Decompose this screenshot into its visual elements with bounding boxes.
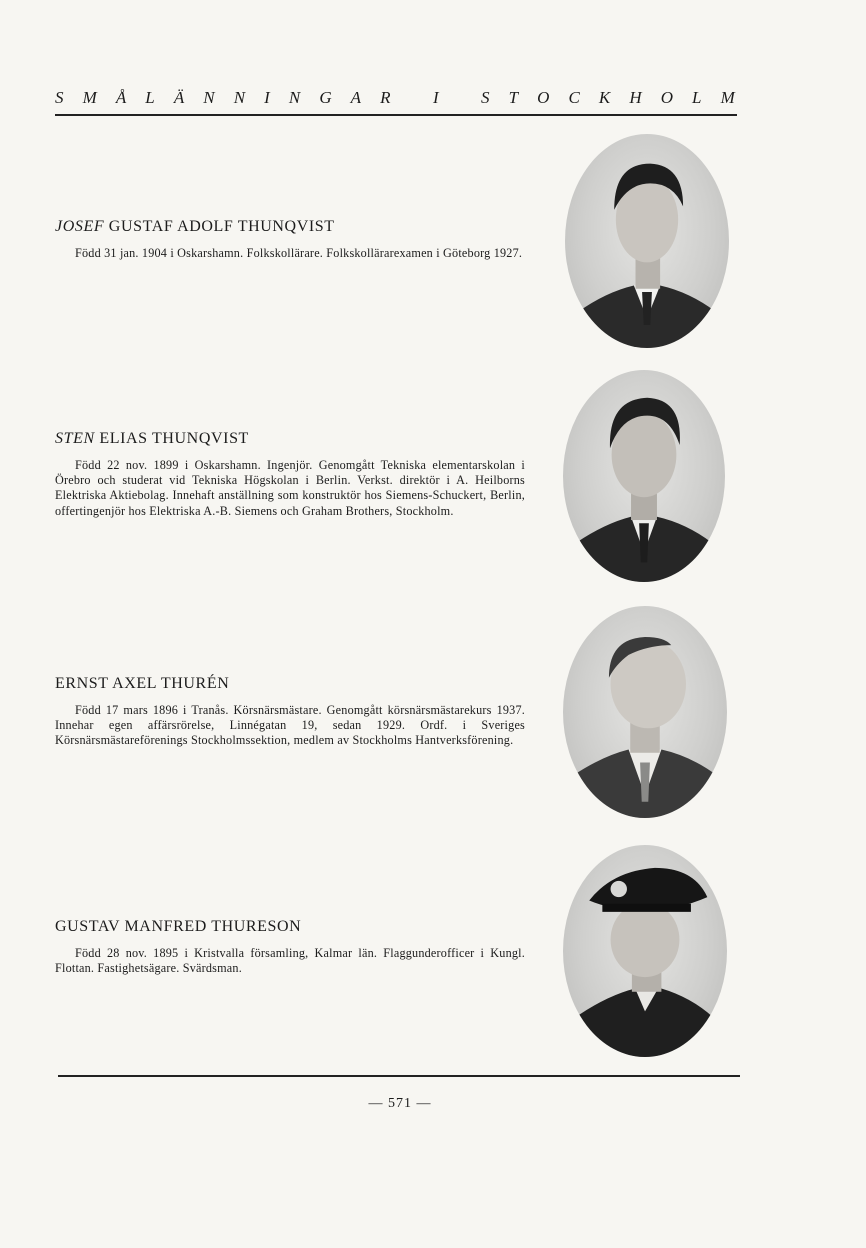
- header-letter: A: [350, 88, 362, 107]
- entry-name: ERNST AXEL THURÉN: [55, 675, 230, 692]
- header-letter: L: [692, 88, 702, 107]
- entry-name: GUSTAV MANFRED THURESON: [55, 918, 302, 935]
- header-letter: N: [288, 88, 301, 107]
- header-letter: [458, 88, 462, 108]
- header-letter: R: [380, 88, 391, 107]
- portrait-photo: [563, 370, 725, 582]
- entry-name: JOSEF GUSTAF ADOLF THUNQVIST: [55, 218, 335, 235]
- header-letter: Ä: [173, 88, 185, 107]
- header-letter: Å: [115, 88, 127, 107]
- entry-ernst-thuren: [55, 675, 525, 749]
- entry-biography: Född 31 jan. 1904 i Oskarshamn. Folkskollärare. Folkskollärarexamen i Göteborg 1927.: [75, 246, 523, 260]
- header-letter: I: [432, 88, 439, 107]
- header-letter: O: [660, 88, 674, 107]
- header-letter: C: [568, 88, 581, 107]
- footer-rule: [58, 1075, 740, 1077]
- entry-sten-thunqvist: [55, 430, 525, 519]
- portrait-photo: [563, 845, 727, 1057]
- entry-biography: Född 28 nov. 1895 i Kristvalla församling, Kalmar län. Flaggunderofficer i Kungl. Flottan. Fastighetsägare. Svärdsman.: [55, 946, 525, 976]
- entry-biography: Född 22 nov. 1899 i Oskarshamn. Ingenjör. Genomgått Tekniska elementarskolan i Örebro och studerat vid Tekniska Högskolan i Berlin. Verkst. direktör i A. Heilborns Elektriska Aktiebolag. Innehaft anställning som konstruktör hos Siemens-Schuckert, Berlin, offertingenjör hos Elektriska A.-B. Siemens och Graham Brothers, Stockholm.: [55, 458, 525, 518]
- header-letter: M: [82, 88, 97, 107]
- entry-gustav-thureson: [55, 918, 525, 976]
- header-letter: G: [319, 88, 332, 107]
- header-letter: S: [55, 88, 64, 107]
- page-number: — 571 —: [368, 1096, 432, 1111]
- header-letter: [410, 88, 414, 108]
- header-letter: S: [481, 88, 490, 107]
- portrait-photo: [563, 606, 727, 818]
- header-letter: O: [537, 88, 550, 107]
- header-letter: L: [145, 88, 155, 107]
- header-letter: N: [233, 88, 246, 107]
- entry-biography: Född 17 mars 1896 i Tranås. Körsnärsmästare. Genomgått körsnärsmästarekurs 1937. Innehar egen affärsrörelse, Linnégatan 19, sedan 1929. Ordf. i Sveriges Körsnärsmästareförenings Stockholmssektion, medlem av Stockholms Hantverksförening.: [55, 703, 525, 748]
- header-letter: H: [629, 88, 642, 107]
- entry-josef-thunqvist: [55, 218, 525, 261]
- header-letter: I: [264, 88, 271, 107]
- running-header: [55, 88, 735, 108]
- header-letter: T: [508, 88, 519, 107]
- portrait-photo: [565, 134, 729, 348]
- header-letter: M: [720, 88, 735, 107]
- entry-name: STEN ELIAS THUNQVIST: [55, 430, 249, 447]
- header-rule: [55, 114, 737, 116]
- header-letter: N: [203, 88, 215, 107]
- header-letter: K: [598, 88, 611, 107]
